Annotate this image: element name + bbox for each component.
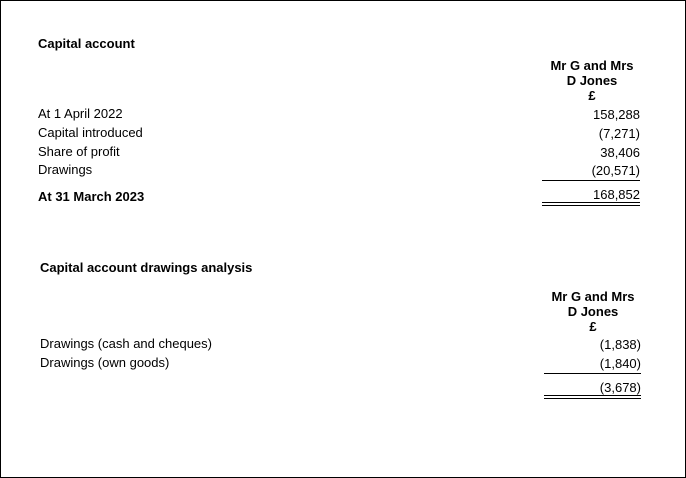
row-value-goods-drawings: (1,840) [599, 356, 641, 371]
drawings-analysis-column-header [533, 289, 653, 334]
row-value-cash-drawings: (1,838) [599, 337, 641, 352]
row-label-opening-balance: At 1 April 2022 [38, 106, 123, 121]
row-label-drawings: Drawings [38, 162, 93, 177]
row-value-capital-introduced: (7,271) [598, 126, 640, 141]
row-value-drawings: (20,571) [591, 163, 640, 178]
total-double-rule [542, 202, 640, 206]
row-value-closing-balance: 168,852 [593, 187, 640, 202]
column-header-unit: £ [589, 319, 597, 334]
capital-account-column-header [532, 58, 652, 103]
subtotal-rule [544, 373, 641, 374]
row-label-cash-drawings: Drawings (cash and cheques) [40, 336, 212, 351]
drawings-analysis-title: Capital account drawings analysis [40, 260, 253, 275]
row-value-share-of-profit: 38,406 [600, 145, 640, 160]
row-label-share-of-profit: Share of profit [38, 144, 120, 159]
row-label-closing-balance: At 31 March 2023 [38, 189, 145, 204]
row-label-goods-drawings: Drawings (own goods) [40, 355, 170, 370]
drawings-total-value: (3,678) [599, 380, 641, 395]
row-value-opening-balance: 158,288 [593, 107, 640, 122]
column-header-unit: £ [588, 88, 596, 103]
capital-account-title: Capital account [38, 36, 135, 51]
row-label-capital-introduced: Capital introduced [38, 125, 143, 140]
column-header-line1: Mr G and Mrs [550, 58, 634, 73]
column-header-line2: D Jones [567, 304, 619, 319]
total-double-rule [544, 395, 641, 399]
column-header-line2: D Jones [566, 73, 618, 88]
subtotal-rule [542, 180, 640, 181]
column-header-line1: Mr G and Mrs [551, 289, 635, 304]
